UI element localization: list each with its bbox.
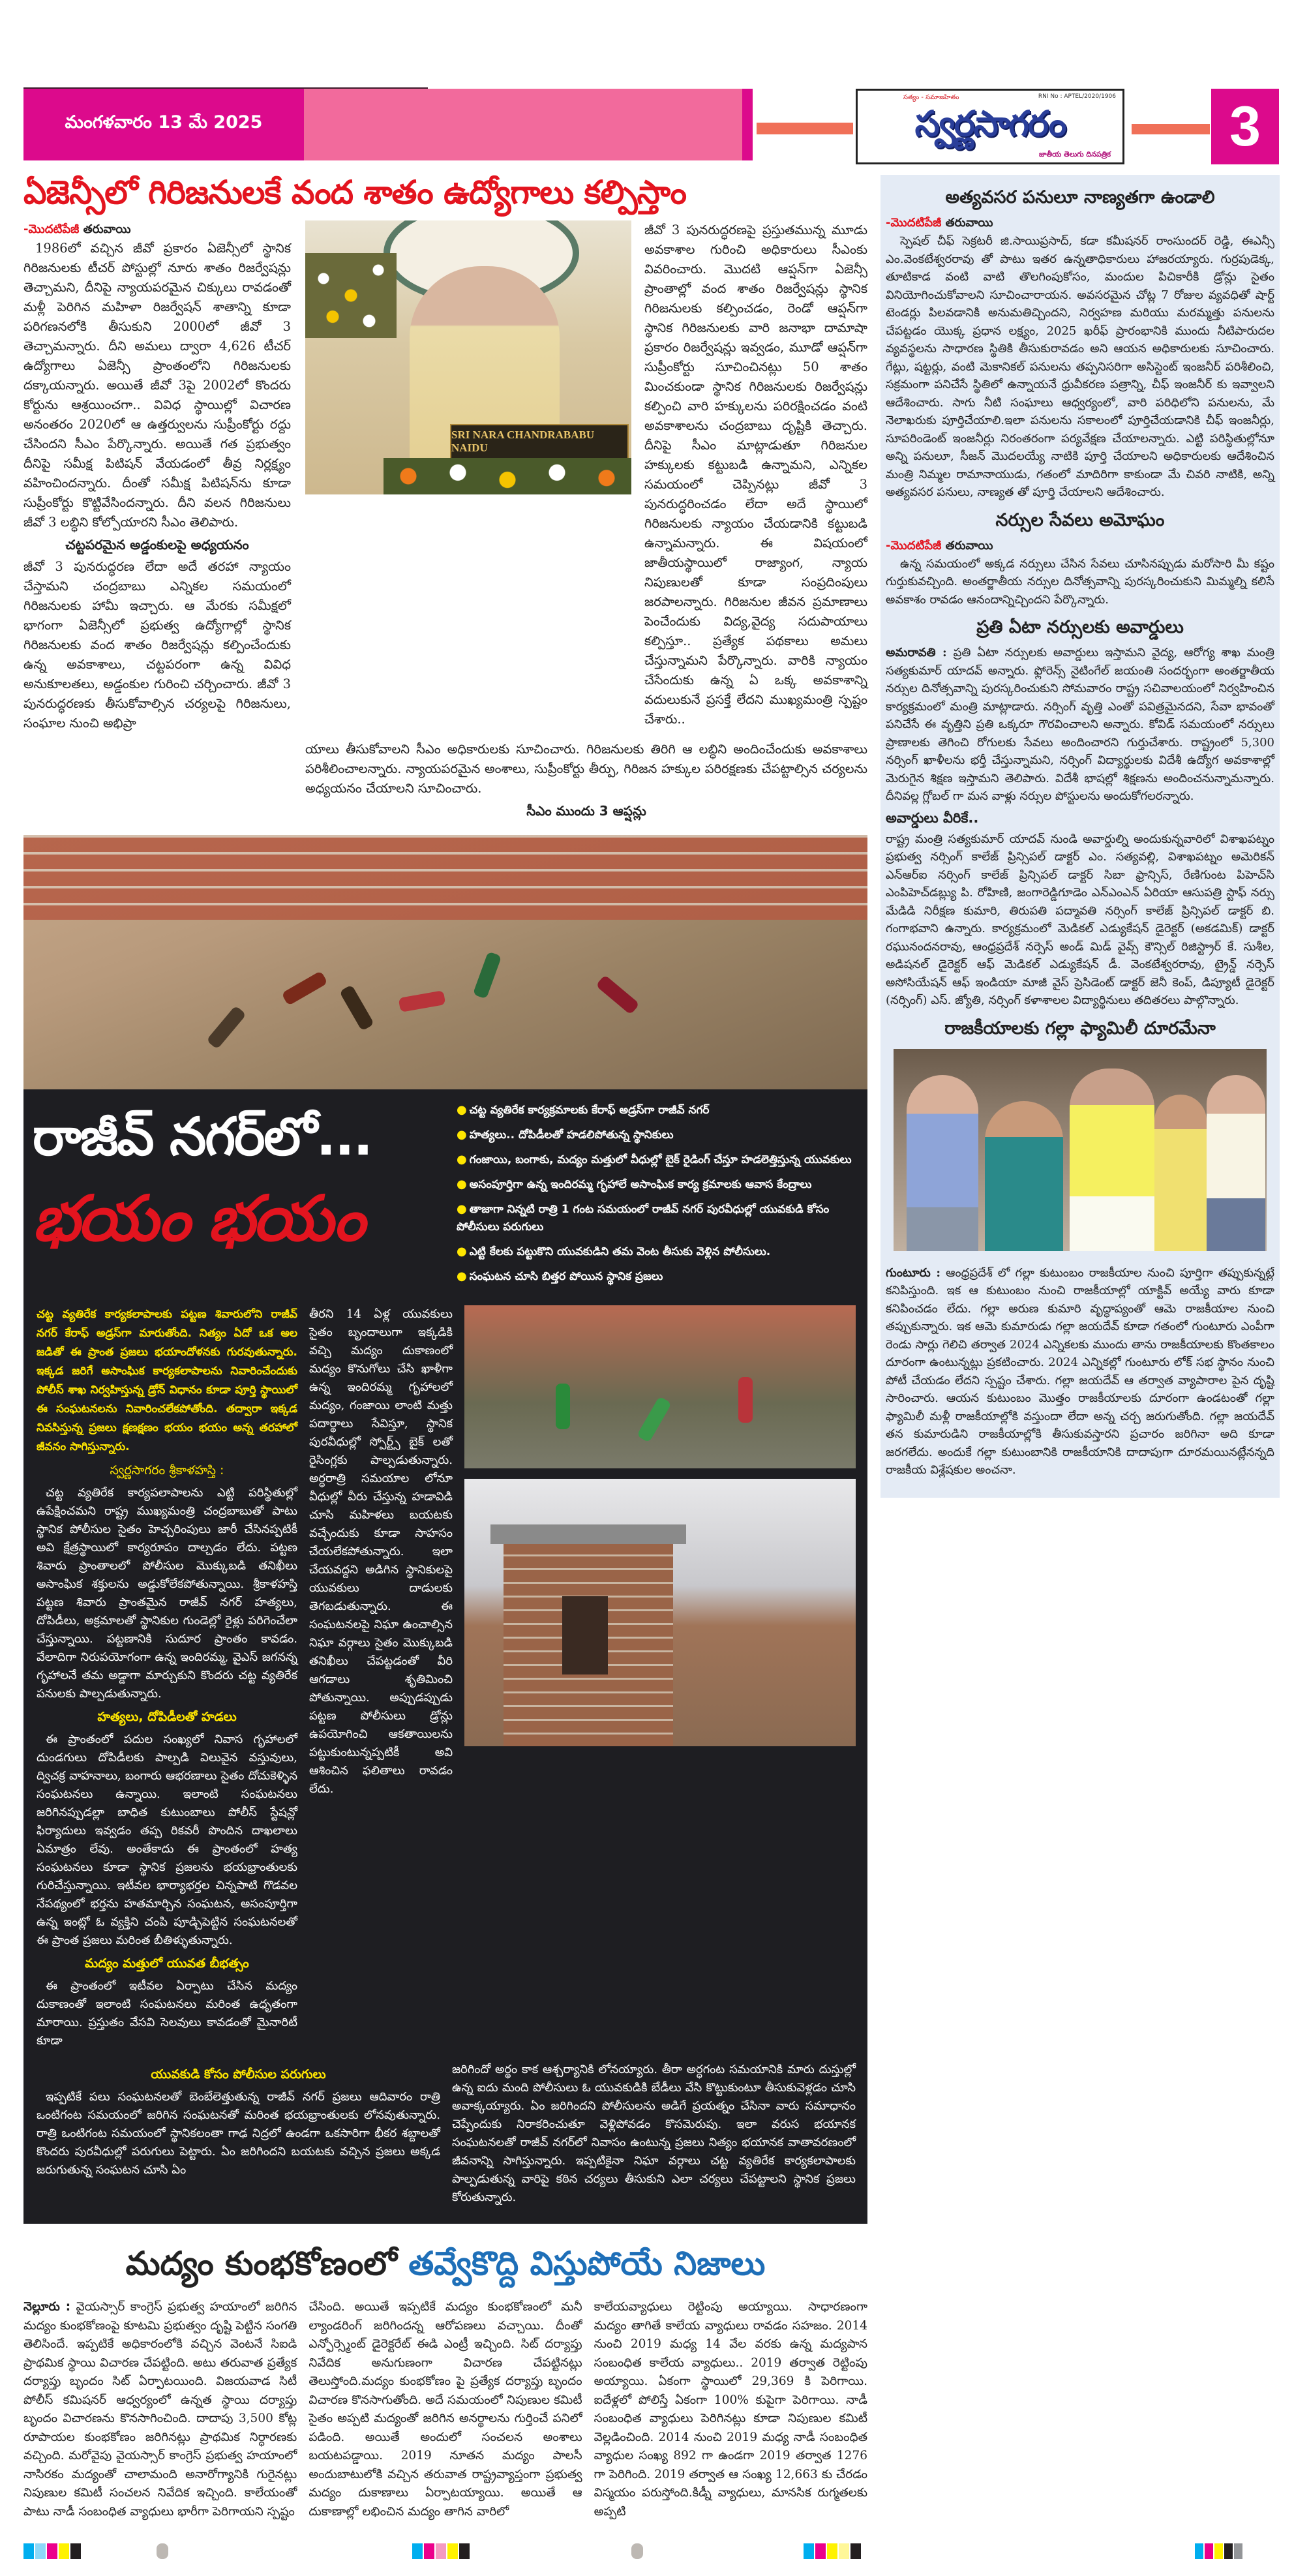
highlight-item	[457, 1243, 857, 1261]
byline-red: -మొదటిపేజీ	[886, 538, 942, 553]
feature-photo-stack	[464, 1305, 856, 2053]
photo-bottle	[399, 990, 446, 1012]
story-paragraph	[886, 644, 1274, 806]
highlight-text: అసంపూర్తిగా ఉన్న ఇందిరమ్మ గృహాలే అసాంఘిక కార్య క్రమాలకు ఆవాస కేంద్రాలు	[469, 1178, 812, 1191]
main-column	[23, 167, 867, 2524]
highlight-item	[457, 1101, 857, 1119]
sidebar-story4-headline: రాజకీయాలకు గల్లా ఫ్యామిలీ దూరమేనా	[944, 1018, 1216, 1038]
color-swatch-magenta	[1205, 2543, 1213, 2559]
dateline: నెల్లూరు :	[23, 2300, 71, 2314]
highlight-item	[457, 1267, 857, 1286]
page-number: 3	[1211, 89, 1279, 164]
feature-paragraph: ఇప్పటికే పలు సంఘటనలతో బెంబేలెత్తుతున్న రాజీవ్ నగర్ ప్రజలు ఆదివారం రాత్రి ఒంటిగంట సమయంలో జరిగిన సంఘటనతో మరింత భయభ్రాంతులకు లోనవుతున్నారు. రాత్రి ఒంటిగంట సమయంలో స్థానికలంతా గాఢ నిద్రలో ఉండగా ఒకసారిగా భీకర శబ్దాలతో కొందరు పురవీధుల్లో పరుగులు పెట్టారు. ఏం జరిగిందని బయటకు వచ్చిన ప్రజలు అక్కడ జరుగుతున్న సంఘటన చూసి ఏం	[37, 2090, 440, 2177]
photo-figure	[985, 1101, 1063, 1251]
article3-column-2	[308, 2298, 582, 2524]
sidebar-story3-subhead: అవార్డులు వీరికే..	[886, 810, 979, 826]
bullet-icon: ●	[457, 1153, 467, 1166]
feature-subhead: మద్యం మత్తులో యువత బీభత్సం	[85, 1956, 249, 1971]
story-paragraph: రాష్ట్ర మంత్రి సత్యకుమార్ యాదవ్ నుండి అవార్డుల్ని అందుకున్నవారిలో విశాఖపట్నం ప్రభుత్వ నర్సింగ్ కాలేజ్ ప్రిన్సిపల్ డాక్టర్ ఎం. సత్యవల్లి, విశాఖపట్నం అమెరికన్ ఎన్ఆర్ఐ నర్సింగ్ కాలేజ్ ప్రిన్సిపల్ డాక్టర్ సిబా ఫ్రాన్సిస్, రేణిగుంట పిహెచ్‌సి ఎంపిహెచ్‌డబ్ల్యు పి. రోహిణి, జంగారెడ్డిగూడెం ఎన్ఎంఎన్ ఏరియా ఆసుపత్రి స్టాఫ్ నర్సు మేడిడి నిరీక్షణ కుమారి, తిరుపతి పద్మావతి నర్సింగ్ కాలేజ్ ప్రిన్సిపల్ డాక్టర్ బి. గంగాభవాని ఉన్నారు. కార్యక్రమంలో మెడికల్ ఎడ్యుకేషన్ డైరెక్టర్ (అకడమిక్) డాక్టర్ రఘునందనరావు, ఆంధ్రప్రదేశ్ నర్సెస్ అండ్ మిడ్ వైవ్స్ కౌన్సిల్ రిజిస్ట్రార్ కే. సుశీల, అడిషనల్ డైరెక్టర్ ఆఫ్ మెడికల్ ఎడ్యుకేషన్ డీ. వెంకటేశ్వరరావు, ట్రైన్డ్ నర్సెస్ అసోసియేషన్ ఆఫ్ ఇండియా మాజీ వైస్ ప్రెసిడెంట్ డాక్టర్ జెనీ కెంప్, డిప్యూటీ డైరెక్టర్ (నర్సింగ్) ఎస్. జ్యోతి, నర్సింగ్ కళాశాలల విద్యార్థినులు తదితరలు పాల్గొన్నారు.	[886, 832, 1274, 1007]
sidebar-story3-headline: ప్రతి ఏటా నర్సులకు అవార్డులు	[976, 617, 1184, 637]
bullet-icon: ●	[457, 1177, 467, 1191]
article3-body	[23, 2298, 867, 2524]
headline-blue-part: తవ్వేకొద్ది విస్తుపోయే నిజాలు	[408, 2245, 766, 2282]
cmyk-color-strip	[23, 2543, 81, 2559]
feature-column-2b	[37, 2061, 440, 2209]
article1-photo-row	[305, 220, 867, 732]
photo-figure	[1207, 1075, 1265, 1251]
photo-figure	[1070, 1068, 1154, 1251]
article3-paragraph: చేసింది. అయితే ఇప్పటికే మద్యం కుంభకోణంలో మనీ ల్యాండరింగ్ జరిగిందన్న ఆరోపణలు వచ్చాయి. దీంతో ఎన్ఫోర్స్మెంట్ డైరెక్టరేట్ ఈడి ఎంట్రీ ఇచ్చింది. సిట్ దర్యాప్తు నివేదిక అనుగుణంగా విచారణ చేపట్టినట్లు తెలుస్తోంది.మద్యం కుంభకోణం పై ప్రత్యేక దర్యాప్తు బృందం విచారణ కొనసాగుతోంది. అదే సమయంలో నిపుణుల కమిటీ సైతం అప్పటి మద్యంతో జరిగిన అనర్థాలను గుర్తించే పనిలో పడింది. అయితే అందులో సంచలన అంశాలు బయటపడ్డాయి. 2019 నూతన మద్యం పాలసీ అందుబాటులోకి వచ్చిన తరువాత రాష్ట్రవ్యాప్తంగా ప్రభుత్వ మద్యం దుకాణాలు ఏర్పాటయ్యాయి. అయితే ఆ దుకాణాల్లో లభించిన మద్యం తాగిన వారిలో	[308, 2300, 582, 2519]
article1	[23, 220, 867, 823]
feature-column-2a	[309, 1305, 453, 2053]
article1-column-1	[23, 220, 291, 823]
photo-figure	[1154, 1095, 1207, 1251]
feature-title-row	[23, 1089, 867, 1299]
bullet-icon: ●	[457, 1103, 467, 1117]
cmyk-color-strip	[1195, 2543, 1242, 2559]
article3-paragraph	[23, 2298, 297, 2521]
logo-wordmark: స్వర్ణసాగరం	[914, 103, 1066, 144]
logo-subtitle: జాతీయ తెలుగు దినపత్రిక	[1039, 150, 1111, 159]
color-swatch-yellow	[1214, 2543, 1223, 2559]
story-paragraph	[886, 1264, 1274, 1479]
article1-subhead: చట్టపరమైన అడ్డంకులపై అధ్యయనం	[65, 537, 249, 553]
color-swatch-gray	[1234, 2543, 1242, 2559]
story-text: ప్రతి ఏటా నర్సులకు అవార్డులు ఇస్తామని వైద్య, ఆరోగ్య శాఖ మంత్రి సత్యకుమార్ యాదవ్ అన్నారు. ఫ్లోరెన్స్ నైటింగేల్ జయంతి సందర్భంగా అంతర్జాతీయ నర్సుల దినోత్సవాన్ని పురస్కరించుకుని సోమవారం రాష్ట్ర సచివాలయంలో నిర్వహించిన కార్యక్రమంలో మంత్రి మాట్లాడారు. నర్సింగ్ వృత్తి ఎంతో పవిత్రమైనదని, సేవా భావంతో పనిచేసే ఈ వృత్తిని ప్రతి ఒక్కరూ గౌరవించాలని అన్నారు. కోవిడ్ సమయంలో నర్సులు ప్రాణాలకు తెగించి రోగులకు సేవలు అందించారని గుర్తుచేశారు. రాష్ట్రంలో 5,300 నర్సింగ్ ఖాళీలను భర్తీ చేస్తున్నామని, నర్సింగ్ విద్యార్థులకు విదేశీ ఉద్యోగ అవకాశాల్లో మెరుగైన శిక్షణ ఇస్తామని తెలిపారు. విదేశీ భాషల్లో శిక్షణను అందించనున్నామన్నారు. దీనివల్ల గ్లోబల్ గా మన వాళ్లు నర్సుల పోస్టులను అందుకోగలరన్నారు.	[886, 646, 1274, 803]
story-paragraph: స్పెషల్ చీఫ్ సెక్రటరీ జి.సాయిప్రసాద్, కడా కమీషనర్ రాంసుందర్ రెడ్డి, ఈఎన్సీ ఎం.వెంకటేశ్వరరావు తో పాటు ఇతర ఉన్నతాధికారులు హాజరయ్యారు. గుర్రపుడెక్క, తూటికాడ వంటి వాటి తొలగింపుకోసం, మందుల పిచికారీకి డ్రోన్లు సైతం వినియోగించుకోవాలని సూచించారాయన. అవసరమైన చోట్ల 7 రోజుల వ్యవధితో షార్ట్ టెండర్లు పిలవడానికి అనుమతిచ్చిందని, నిర్వహణ మరియు మరమ్మత్తు పనులను చేపట్టడం యొక్క ప్రధాన లక్ష్యం, 2025 ఖరీఫ్ ప్రారంభానికి ముందు నీటిపారుదల వ్యవస్థలను సాధారణ స్థితికి తీసుకురావడం అని ఆయన అధికారులకు సూచించారు. గేట్లు, షట్టర్లు, వంటి మెకానికల్ పనులను తప్పనిసరిగా అసిస్టెంట్ ఇంజనీర్ పరిశీలించి, సక్రమంగా పనిచేసే స్థితిలో ఉన్నాయనే ధ్రువీకరణ పత్రాన్ని, చీఫ్ ఇంజనీర్ కు ఇవ్వాలని ఆదేశించారు. సాగు నీటి సంఘాలు ఆధ్వర్యంలో, వారి పరిధిలోని పనులను, మే నెలాఖరుకు పూర్తిచేయాలి.ఇలా పనులను సకాలంలో పూర్తిచేయడానికి చీఫ్ ఇంజనీర్లు, సూపరిండెంట్ ఇంజనీర్లు నిరంతరంగా పర్యవేక్షణ చేయాలన్నారు. ఎట్టి పరిస్థితుల్లోనూ అన్ని పనులూ, సీజన్ మొదలయ్యే నాటికి పూర్తి చేయాలని అధికారులకు ఆదేశించిన మంత్రి నిమ్మల రామానాయుడు, గతంలో మాదిరిగా కాకుండా మే చివరి నాటికి, అన్ని అత్యవసర పనులు, నాణ్యత తో పూర్తి చేయాలని ఆదేశించారు.	[886, 234, 1274, 499]
newspaper-logo[interactable]	[856, 89, 1124, 164]
color-swatch-black	[1224, 2543, 1233, 2559]
photo-bottle	[637, 1396, 672, 1443]
article3-text: వైయస్సార్ కాంగ్రెస్ ప్రభుత్వ హయాంలో జరిగిన మద్యం కుంభకోణంపై కూటమి ప్రభుత్వం దృష్టి పెట్టిన సంగతి తెలిసిందే. ఇప్పటికే అధికారంలోకి వచ్చిన వెంటనే సిఐడి ప్రాథమిక స్థాయి విచారణ చేపట్టింది. అటు తరువాత ప్రత్యేక దర్యాప్తు బృందం సిట్ ఏర్పాటయింది. విజయవాడ సిటీ పోలీస్ కమిషనర్ ఆధ్వర్యంలో ఉన్నత స్థాయి దర్యాప్తు బృందం విచారణను కొనసాగించింది. దాదాపు 3,500 కోట్ల రూపాయల కుంభకోణం జరిగినట్లు ప్రాథమిక నిర్ధారణకు వచ్చింది. మరోవైపు వైయస్సార్ కాంగ్రెస్ ప్రభుత్వ హయాంలో నాసిరకం మద్యంతో చాలామంది అనారోగ్యానికి గురైనట్లు నిపుణుల కమిటీ సంచలన నివేదిక ఇచ్చింది. కాలేయంతో పాటు నాడీ సంబంధిత వ్యాధులు భారీగా పెరిగాయని స్పష్టం	[23, 2300, 297, 2519]
feature-paragraph: ఈ ప్రాంతంలో ఇటీవల ఏర్పాటు చేసిన మద్యం దుకాణంతో ఇలాంటి సంఘటనలు మరింత ఉధృతంగా మారాయి. ప్రస్తుతం వేసవి సెలవులు కావడంతో మైనారిటీ కూడా	[37, 1979, 297, 2048]
color-swatch-cyan	[412, 2543, 423, 2559]
story-text: ఆంధ్రప్రదేశ్ లో గల్లా కుటుంబం రాజకీయాల నుంచి పూర్తిగా తప్పుకున్నట్లే కనిపిస్తుంది. ఇక ఆ కుటుంబం నుంచి రాజకీయాల్లో యాక్టివ్ అయ్యే వారు కూడా కనిపించడం లేదు. గల్లా అరుణ కుమారి వృద్ధాప్యంతో ఆమె రాజకీయాల నుంచి తప్పుకున్నారు. ఇక ఆమె కుమారుడు గల్లా జయదేవ్ కూడా గతంలో గుంటూరు ఎంపీగా రెండు సార్లు గెలిచి తర్వాత 2024 ఎన్నికలకు ముందు తాను రాజకీయాలకు కొంతకాలం దూరంగా ఉంటున్నట్లు ప్రకటించారు. 2024 ఎన్నికల్లో గుంటూరు లోక్ సభ స్థానం నుంచి పోటీ చేయడం లేదని స్పష్టం చేశారు. గల్లా జయదేవ్ ఆ తర్వాత వ్యాపారాల పైన దృష్టి సారించారు. ఆయన కుటుంబం మొత్తం రాజకీయాలకు దూరంగా ఉండటంతో గల్లా ఫ్యామిలీ మళ్లీ రాజకీయాల్లోకి వస్తుందా లేదా అన్న చర్చ జరుగుతోంది. గల్లా జయదేవ్ తన కుమారుడిని రాజకీయాల్లోకి తీసుకువస్తారని ప్రచారం జరిగినా అది కూడా జరగలేదు. అందుకే గల్లా కుటుంబానికి రాజకీయానికి దాదాపుగా దూరమయినట్లేనన్నది రాజకీయ విశ్లేషకుల అంచనా.	[886, 1265, 1274, 1477]
bullet-icon: ●	[457, 1269, 467, 1283]
photo-bottle	[206, 1005, 247, 1050]
highlight-text: గంజాయి, బంగాకు, మద్యం మత్తులో వీధుల్లో బైక్ రైడింగ్ చేస్తూ హడలెత్తిస్తున్న యువకులు	[469, 1153, 852, 1166]
highlight-text: ఎట్టి కేలకు పట్టుకొని యువకుడిని తమ వెంట తీసుకు వెళ్లిన పోలీసులు.	[469, 1245, 771, 1258]
sidebar-story4-body	[886, 1264, 1274, 1479]
color-swatch-light-yellow	[839, 2543, 849, 2559]
article3-headline	[23, 2241, 867, 2286]
photo-bottle	[473, 951, 502, 999]
byline-rest: తరువాయి	[941, 216, 993, 230]
sidebar-story1-byline	[886, 214, 1274, 232]
feature-dateline: స్వర్ణసాగరం శ్రీకాళహస్తి :	[110, 1463, 224, 1477]
masthead-pink-band	[304, 89, 742, 160]
article1-right-block	[305, 220, 867, 823]
photo-brick-wall	[23, 835, 867, 920]
registration-mark	[631, 2543, 643, 2559]
highlight-item	[457, 1175, 857, 1194]
color-swatch-magenta	[424, 2543, 434, 2559]
sidebar-story3-body	[886, 644, 1274, 1010]
article1-paragraph: 1986లో వచ్చిన జీవో ప్రకారం ఏజెన్సీలో స్థానిక గిరిజనులకు టీచర్ పోస్టుల్లో నూరు శాతం రిజర్వేషన్లు తెచ్చామని, దీనిపై న్యాయపరమైన చిక్కులు రావడంతో మళ్లీ పెరిగిన మహిళా రిజర్వేషన్ శాతాన్ని కూడా పరిగణనలోకి తీసుకుని 2000లో జీవో 3 తెచ్చామన్నారు. దీని అమలు ద్వారా 4,626 టీచర్ ఉద్యోగాలు ఏజెన్సీ ప్రాంతంలోని గిరిజనులకు దక్కాయన్నారు. అయితే జీవో 3పై 2002లో కొందరు కోర్టును ఆశ్రయించగా.. వివిధ స్థాయిల్లో విచారణ అనంతరం 2020లో ఆ ఉత్తర్వులను సుప్రీంకోర్టు రద్దు చేసిందని సీఎం పేర్కొన్నారు. అయితే గత ప్రభుత్వం దీనిపై సమీక్ష పిటిషన్ వేయడంలో తీవ్ర నిర్లక్ష్యం వహించిందన్నారు. దీంతో సమీక్ష పిటిషన్‌ను కూడా సుప్రీంకోర్టు కొట్టివేసిందన్నారు. దీని వలన గిరిజనులు జీవో 3 లబ్ధిని కోల్పోయారని సీఎం తెలిపారు.	[23, 241, 291, 530]
article1-paragraph: జీవో 3 పునరుద్ధరణపై ప్రస్తుతమున్న మూడు అవకాశాల గురించి అధికారులు సీఎంకు వివరించారు. మొదటి ఆప్షన్‌గా ఏజెన్సీ ప్రాంతాల్లో వంద శాతం రిజర్వేషన్లు స్థానిక గిరిజనులకు కల్పించడం, రెండో ఆప్షన్‌గా స్థానిక గిరిజనులకు వారి జనాభా దామాషా ప్రకారం రిజర్వేషన్లు ఇవ్వడం, మూడో ఆప్షన్‌గా సుప్రీంకోర్టు సూచించినట్లు 50 శాతం మించకుండా స్థానిక గిరిజనులకు రిజర్వేషన్లు కల్పించి వారి హక్కులను పరిరక్షించడం వంటి అవకాశాలను చంద్రబాబు దృష్టికి తెచ్చారు. దీనిపై సీఎం మాట్లాడుతూ గిరిజనుల హక్కులకు కట్టుబడి ఉన్నామని, ఎన్నికల సమయంలో చెప్పినట్లు జీవో 3 పునరుద్ధరించడం లేదా అదే స్థాయిలో గిరిజనులకు న్యాయం చేయడానికి కట్టుబడి ఉన్నామన్నారు. ఈ విషయంలో జాతీయస్థాయిలో రాజ్యాంగ, న్యాయ నిపుణులతో కూడా సంప్రదింపులు జరపాలన్నారు. గిరిజనుల జీవన ప్రమాణాలు పెంచేందుకు విద్య,వైద్య సదుపాయాలు కల్పిస్తూ.. ప్రత్యేక పథకాలు అమలు చేస్తున్నామని పేర్కొన్నారు. వారికి న్యాయం చేసేందుకు ఉన్న ఏ ఒక్క అవకాశాన్ని వదులుకునే ప్రసక్తే లేదని ముఖ్యమంత్రి స్పష్టం చేశారు..	[644, 222, 867, 727]
article1-options-subhead: సీఎం ముందు 3 ఆప్షన్లు	[526, 803, 646, 819]
highlight-item	[457, 1200, 857, 1236]
highlight-text: తాజాగా నిన్నటి రాత్రి 1 గంట సమయంలో రాజీవ్ నగర్ పురవీధుల్లో యువకుడి కోసం పోలీసులు పరుగులు	[457, 1203, 830, 1234]
color-swatch-black	[850, 2543, 861, 2559]
sidebar-story2-headline: నర్సుల సేవలు అమోఘం	[995, 509, 1165, 530]
bullet-icon: ●	[457, 1202, 467, 1216]
highlight-text: హత్యలు.. దోపిడీలతో హడలిపోతున్న స్థానికులు	[469, 1129, 674, 1142]
feature-column-3	[452, 2061, 856, 2209]
highlight-item	[457, 1151, 857, 1169]
article1-column-2	[305, 740, 867, 823]
color-swatch-yellow	[827, 2543, 837, 2559]
color-swatch-yellow	[447, 2543, 458, 2559]
logo-tagline: సత్యం - సమాజహితం	[903, 94, 959, 101]
feature-paragraph: చట్ట వ్యతిరేక కార్యపలాపాలను ఎట్టి పరిస్థితుల్లో ఉపేక్షించమని రాష్ట్ర ముఖ్యమంత్రి చంద్రబాబుతో పాటు స్థానిక పోలీసుల సైతం హెచ్చరింపులు జారీ చేసినప్పటికీ అవి క్షేత్రస్థాయిలో కార్యరూపం దాల్చడం లేదు. పట్టణ శివారు ప్రాంతాలలో పోలీసుల మొక్కుబడి తనిఖీలు అసాంఘిక శక్తులను అడ్డుకోలేకపోతున్నాయి. శ్రీకాళహస్తి పట్టణ శివారు ప్రాంతమైన రాజీవ్ నగర్ హత్యలు, దోపిడీలు, అక్రమాలతో స్థానికుల గుండెల్లో రైళ్లు పరిగెంచేలా చేస్తున్నాయి. పట్టణానికి సుదూర ప్రాంతం కావడం. వేలాదిగా నిరుపయోగంగా ఉన్న ఇందిరమ్మ, వైఎస్ జగనన్న గృహాలనే తమ అడ్డాగా మార్చుకుని కొందరు చట్ట వ్యతిరేక పనులకు పాల్పడుతున్నారు.	[37, 1486, 297, 1701]
feature-intro: చట్ట వ్యతిరేక కార్యకలాపాలకు పట్టణ శివారులోని రాజీవ్ నగర్ కేరాఫ్ అడ్రస్‌గా మారుతోంది. నిత్యం ఏదో ఒక అల జడితో ఈ ప్రాంత ప్రజలు భయాందోళనకు గురవుతున్నారు. ఇక్కడ జరిగే అసాంఘిక కార్యకలాపాలను నివారించేందుకు పోలీస్ శాఖ నిర్వహిస్తున్న డ్రోన్ విధానం కూడా పూర్తి స్థాయిలో ఈ సంఘటనలను నివారించలేకపోతోంది. తద్వారా ఇక్కడ నివసిస్తున్న ప్రజలు క్షణక్షణం భయం భయం అన్న తరహాలో జీవనం సాగిస్తున్నారు.	[37, 1308, 297, 1453]
logo-registration: RNI No : APTEL/2020/1906	[1038, 93, 1116, 100]
color-swatch-magenta	[815, 2543, 826, 2559]
masthead-orange-bar-right	[1132, 124, 1210, 134]
photo-bottle	[281, 971, 328, 1006]
photo-bottle	[738, 1377, 753, 1423]
byline-red: -మొదటిపేజీ	[23, 222, 80, 236]
byline-red: -మొదటిపేజీ	[886, 216, 942, 230]
color-swatch-black	[70, 2543, 81, 2559]
cmyk-color-strip	[804, 2543, 861, 2559]
byline-rest: తరువాయి	[79, 222, 131, 236]
print-marks	[0, 2537, 1294, 2576]
photo-bottle	[556, 1384, 570, 1429]
color-swatch-cyan	[804, 2543, 814, 2559]
color-swatch-light-cyan	[35, 2543, 46, 2559]
color-swatch-black	[459, 2543, 470, 2559]
feature-dark-panel	[23, 835, 867, 2224]
sidebar-story2-byline	[886, 537, 1274, 555]
sidebar-news-column	[880, 175, 1280, 1498]
masthead-orange-bar-left	[757, 123, 853, 134]
photo-bottle	[339, 984, 374, 1031]
dateline: అమరావతి :	[886, 646, 947, 659]
color-swatch-cyan	[1195, 2543, 1203, 2559]
cmyk-color-strip	[412, 2543, 470, 2559]
masthead	[0, 0, 1294, 167]
feature-paragraph: తీరని 14 ఏళ్ల యువకులు సైతం బృందాలుగా ఇక్కడికి వచ్చి మద్యం దుకాణంలో మద్యం కొనుగోలు చేసి ఖాళీగా ఉన్న ఇందిరమ్మ గృహాలలో మద్యం, గంజాయి లాంటి మత్తు పదార్థాలు సేవిస్తూ, స్థానిక పురవీధుల్లో స్పోర్ట్స్ బైక్ లతో రైసింగ్లకు పాల్పడుతున్నారు. అర్ధరాత్రి సమయాల లోనూ వీధుల్లో వీరు చేస్తున్న హడావిడి చూసి మహిళలు బయటకు వచ్చేందుకు కూడా సాహసం చేయలేకపోతున్నారు. ఇలా చేయవద్దని అడిగిన స్థానికులపై యువకులు దాడులకు తెగబడుతున్నారు. ఈ సంఘటనలపై నిఘా ఉంచాల్సిన నిఘా వర్గాలు సైతం మొక్కుబడి తనిఖీలు చేపట్టడంతో వీరి ఆగడాలు శృతిమించి పోతున్నాయి. అప్పుడప్పుడు పట్టణ పోలీసులు డ్రోన్లు ఉపయోగించి ఆకతాయిలను పట్టుకుంటున్నప్పటికీ అవి ఆశించిన ఫలితాలు రావడం లేదు.	[309, 1307, 453, 1796]
article1-paragraph: జీవో 3 పునరుద్ధరణ లేదా అదే తరహా న్యాయం చేస్తామని చంద్రబాబు ఎన్నికల సమయంలో గిరిజనులకు హామీ ఇచ్చారు. ఆ మేరకు సమీక్షలో భాగంగా ఏజెన్సీలో ప్రభుత్వ ఉద్యోగాల్లో స్థానిక గిరిజనులకు వంద శాతం రిజర్వేషన్లు కల్పించేందుకు ఉన్న అవకాశాలు, చట్టపరంగా ఉన్న వివిధ అనుకూలతలు, అడ్డంకుల గురించి చర్చించారు. జీవో 3 పునరుద్ధరణకు తీసుకోవాల్సిన చర్యలపై గిరిజనులు, సంఘాల నుంచి అభిప్రా	[23, 559, 291, 731]
feature-photo-unfinished-house	[464, 1479, 856, 1746]
article1-column-3	[644, 220, 867, 732]
headline-black-part: మద్యం కుంభకోణంలో	[125, 2245, 409, 2282]
masthead-magenta-edge	[742, 89, 753, 160]
sidebar-story1-body	[886, 232, 1274, 502]
feature-lower	[23, 2053, 867, 2209]
feature-title: రాజీవ్ నగర్‌లో...	[33, 1106, 372, 1167]
bullet-icon: ●	[457, 1128, 467, 1142]
photo-slab	[490, 1524, 686, 1544]
photo-figure	[907, 1075, 978, 1251]
sidebar-story2-body	[886, 555, 1274, 609]
highlight-item	[457, 1126, 857, 1144]
color-swatch-yellow	[59, 2543, 69, 2559]
photo-bottle	[595, 975, 640, 1015]
feature-title-red: భయం భయం	[33, 1182, 363, 1255]
sidebar-story4-photo-family	[894, 1049, 1267, 1251]
story-paragraph: ఉన్న సమయంలో అక్కడ నర్సులు చేసిన సేవలు చూసినప్పుడు మరోసారి మీ కష్టం గుర్తుకువచ్చింది. అంతర్జాతీయ నర్సుల దినోత్సవాన్ని పురస్కరించుకుని మిమ్మల్ని కలిసే అవకాశం రావడం ఆనందాన్నిచ్చిందని పేర్కొన్నారు.	[886, 556, 1274, 607]
article3-column-1	[23, 2298, 297, 2524]
article3-paragraph: కాలేయవ్యాధులు రెట్టింపు అయ్యాయి. సాధారణంగా మద్యం తాగితే కాలేయ వ్యాధులు రావడం సహజం. 2014 నుంచి 2019 మధ్య 14 వేల వరకు ఉన్న మద్యపాన సంబంధిత కాలేయ వ్యాధులు.. 2019 తర్వాత రెట్టింపు అయ్యాయి. ఏకంగా స్థాయిలో 29,369 కి పెరిగాయి. ఐదేళ్లలో పోలిస్తే ఏకంగా 100% కుపైగా పెరిగాయి. నాడీ సంబంధిత వ్యాధులు పెరిగినట్లు కూడా నిపుణుల కమిటీ వెల్లడించింది. 2014 నుంచి 2019 మధ్య నాడీ సంబంధిత వ్యాధుల సంఖ్య 892 గా ఉండగా 2019 తర్వాత 1276 గా పెరిగింది. 2019 తర్వాత ఆ సంఖ్య 12,663 కు చేరడం విస్మయం పరుస్తోంది.కిడ్నీ వ్యాధులు, మానసిక రుగ్మతలకు అప్పటి	[594, 2300, 867, 2519]
feature-photo-bottles	[23, 835, 867, 1089]
photo-flowers	[305, 253, 397, 338]
sidebar-story1-headline: అత్యవసర పనులూ నాణ్యతగా ఉండాలి	[945, 187, 1215, 207]
byline-rest: తరువాయి	[941, 538, 993, 553]
article1-paragraph: యాలు తీసుకోవాలని సీఎం అధికారులకు సూచించారు. గిరిజనులకు తిరిగి ఆ లబ్ధిని అందించేందుకు అవకాశాలు పరిశీలించాలన్నారు. న్యాయపరమైన అంశాలు, సుప్రీంకోర్టు తీర్పు, గిరిజన హక్కుల పరిరక్షణకు చేపట్టాల్సిన చర్యలను అధ్యయనం చేయాలని సూచించారు.	[305, 742, 867, 796]
color-swatch-cyan	[23, 2543, 34, 2559]
color-swatch-light-magenta	[436, 2543, 446, 2559]
feature-paragraph: జరిగిందో అర్థం కాక ఆశ్చర్యానికి లోనయ్యారు. తీరా అర్ధగంట సమయానికి మారు దుస్తుల్లో ఉన్న ఐదు మంది పోలీసులు ఓ యువకుడికి బేడీలు వేసి కొట్టుకుంటూ తీసుకువెళ్లడం చూసి అవాక్కయ్యారు. ఏం జరిగిందని పోలీసులను అడిగే ప్రయత్నం చేసినా వారు సమాధానం చెప్పేందుకు నిరాకరించుతూ వెళ్లిపోవడం కొసమెరుపు. ఇలా వరుస భయానక సంఘటనలతో రాజీవ్ నగర్‌లో నివాసం ఉంటున్న ప్రజలు నిత్యం భయానక వాతావరణంలో జీవనాన్ని సాగిస్తున్నారు. ఇప్పటికైనా నిఘా వర్గాలు చట్ట వ్యతిరేక కార్యకలాపాలకు పాల్పడుతున్న వారిపై కఠిన చర్యలు తీసుకుని ఎలా చర్యలు చేపట్టాలని స్థానిక ప్రజలు కోరుతున్నారు.	[452, 2063, 856, 2204]
photo-flowers-bottom	[384, 458, 631, 494]
page-body	[0, 167, 1294, 2524]
color-swatch-magenta	[47, 2543, 57, 2559]
feature-highlights	[457, 1101, 857, 1292]
feature-subhead: యువకుడి కోసం పోలీసుల పరుగులు	[151, 2067, 326, 2082]
feature-title-block	[33, 1101, 450, 1292]
highlight-text: సంఘటన చూసి బిత్తర పోయిన స్థానిక ప్రజలు	[469, 1270, 663, 1283]
feature-column-1	[37, 1305, 297, 2053]
issue-date: మంగళవారం 13 మే 2025	[23, 89, 304, 160]
feature-subhead: హత్యలు, దోపిడీలతో హడలు	[97, 1710, 237, 1724]
bullet-icon: ●	[457, 1245, 467, 1258]
article1-headline: ఏజెన్సీలో గిరిజనులకే వంద శాతం ఉద్యోగాలు కల్పిస్తాం	[23, 174, 686, 211]
photo-nameplate: SRI NARA CHANDRABABU NAIDU	[450, 424, 629, 459]
feature-photo-liquor-bottles	[464, 1305, 856, 1468]
article3-column-3	[594, 2298, 867, 2524]
feature-body	[23, 1299, 867, 2053]
registration-mark	[157, 2543, 168, 2559]
highlight-text: చట్ట వ్యతిరేక కార్యక్రమాలకు కేరాఫ్ అడ్రస్‌గా రాజీవ్ నగర్	[469, 1104, 710, 1117]
photo-doorway	[562, 1596, 608, 1674]
dateline: గుంటూరు :	[886, 1265, 941, 1280]
feature-paragraph: ఈ ప్రాంతంలో పదుల సంఖ్యలో నివాస గృహాలలో దుండగులు దోపిడీలకు పాల్పడి విలువైన వస్తువులు, ద్విచక్ర వాహనాలు, బంగారు ఆభరణాలు సైతం దోచుకెళ్ళిన సంఘటనలు ఉన్నాయి. ఇలాంటి సంఘటనలు జరిగినప్పుడల్లా బాధిత కుటుంబాలు పోలీస్ స్టేషన్లో ఫిర్యాదులు ఇవ్వడం తప్ప రికవరీ పొందిన దాఖలాలు ఏమాత్రం లేవు. అంతేకాదు ఈ ప్రాంతంలో హత్య సంఘటనలు కూడా స్థానిక ప్రజలను భయభ్రాంతులకు గురిచేస్తున్నాయి. ఇటీవల భార్యాభర్తల చిన్నపాటి గొడవల నేపథ్యంలో భర్తను హతమార్చిన సంఘటన, అసంపూర్తిగా ఉన్న ఇంట్లో ఓ వ్యక్తిని చంపి పూడ్చిపెట్టిన సంఘటనలతో ఈ ప్రాంత ప్రజలు మరింత బీతిళ్ళుతున్నారు.	[37, 1733, 297, 1947]
article1-byline	[23, 220, 291, 239]
article1-photo-chief-minister	[305, 220, 631, 494]
